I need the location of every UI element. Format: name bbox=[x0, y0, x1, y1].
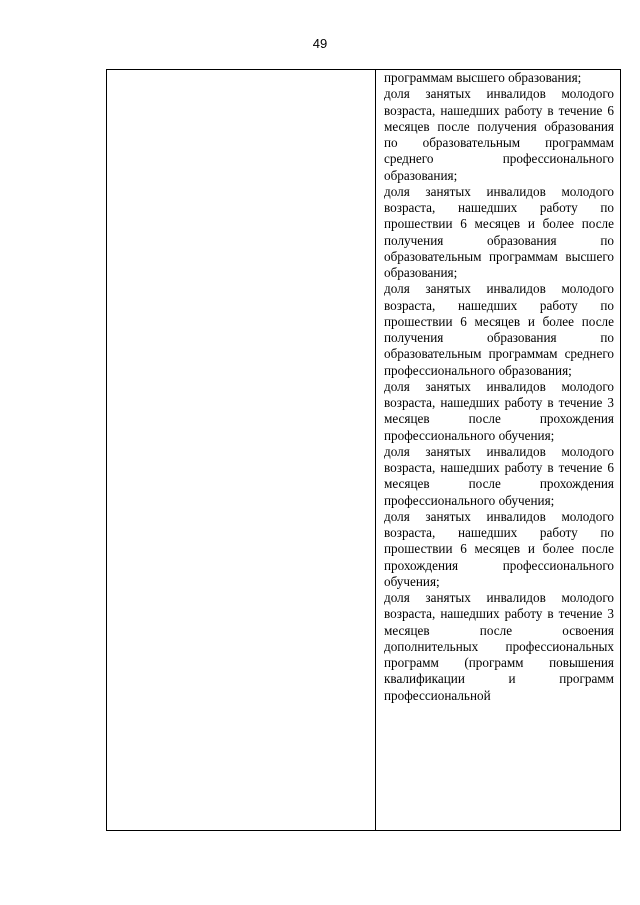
table-row bbox=[107, 70, 621, 831]
continuation-table bbox=[106, 69, 621, 831]
indicator-item: доля занятых инвалидов молодого возраста, нашедших работу в течение 3 месяцев после освоения дополнительных профессиональных программ (программ повышения квалификации и программ профессиональной bbox=[384, 590, 614, 703]
right-cell-text bbox=[376, 70, 620, 704]
table-cell-right bbox=[376, 70, 621, 831]
indicator-item: доля занятых инвалидов молодого возраста, нашедших работу в течение 3 месяцев после прохождения профессионального обучения; bbox=[384, 378, 614, 443]
page-number: 49 bbox=[312, 36, 328, 51]
indicator-item: доля занятых инвалидов молодого возраста, нашедших работу по прошествии 6 месяцев и более после получения образования по образовательным программам высшего образования; bbox=[384, 183, 614, 280]
indicator-item: доля занятых инвалидов молодого возраста, нашедших работу по прошествии 6 месяцев и более после получения образования по образовательным программам среднего профессионального образования; bbox=[384, 281, 614, 378]
table-cell-left bbox=[107, 70, 376, 831]
indicator-item: доля занятых инвалидов молодого возраста, нашедших работу в течение 6 месяцев после прохождения профессионального обучения; bbox=[384, 443, 614, 508]
indicator-item: доля занятых инвалидов молодого возраста, нашедших работу по прошествии 6 месяцев и более после прохождения профессионального обучения; bbox=[384, 508, 614, 589]
indicator-item: программам высшего образования; bbox=[384, 70, 582, 85]
indicator-item: доля занятых инвалидов молодого возраста, нашедших работу в течение 6 месяцев после получения образования по образовательным программам среднего профессионального образования; bbox=[384, 86, 614, 183]
